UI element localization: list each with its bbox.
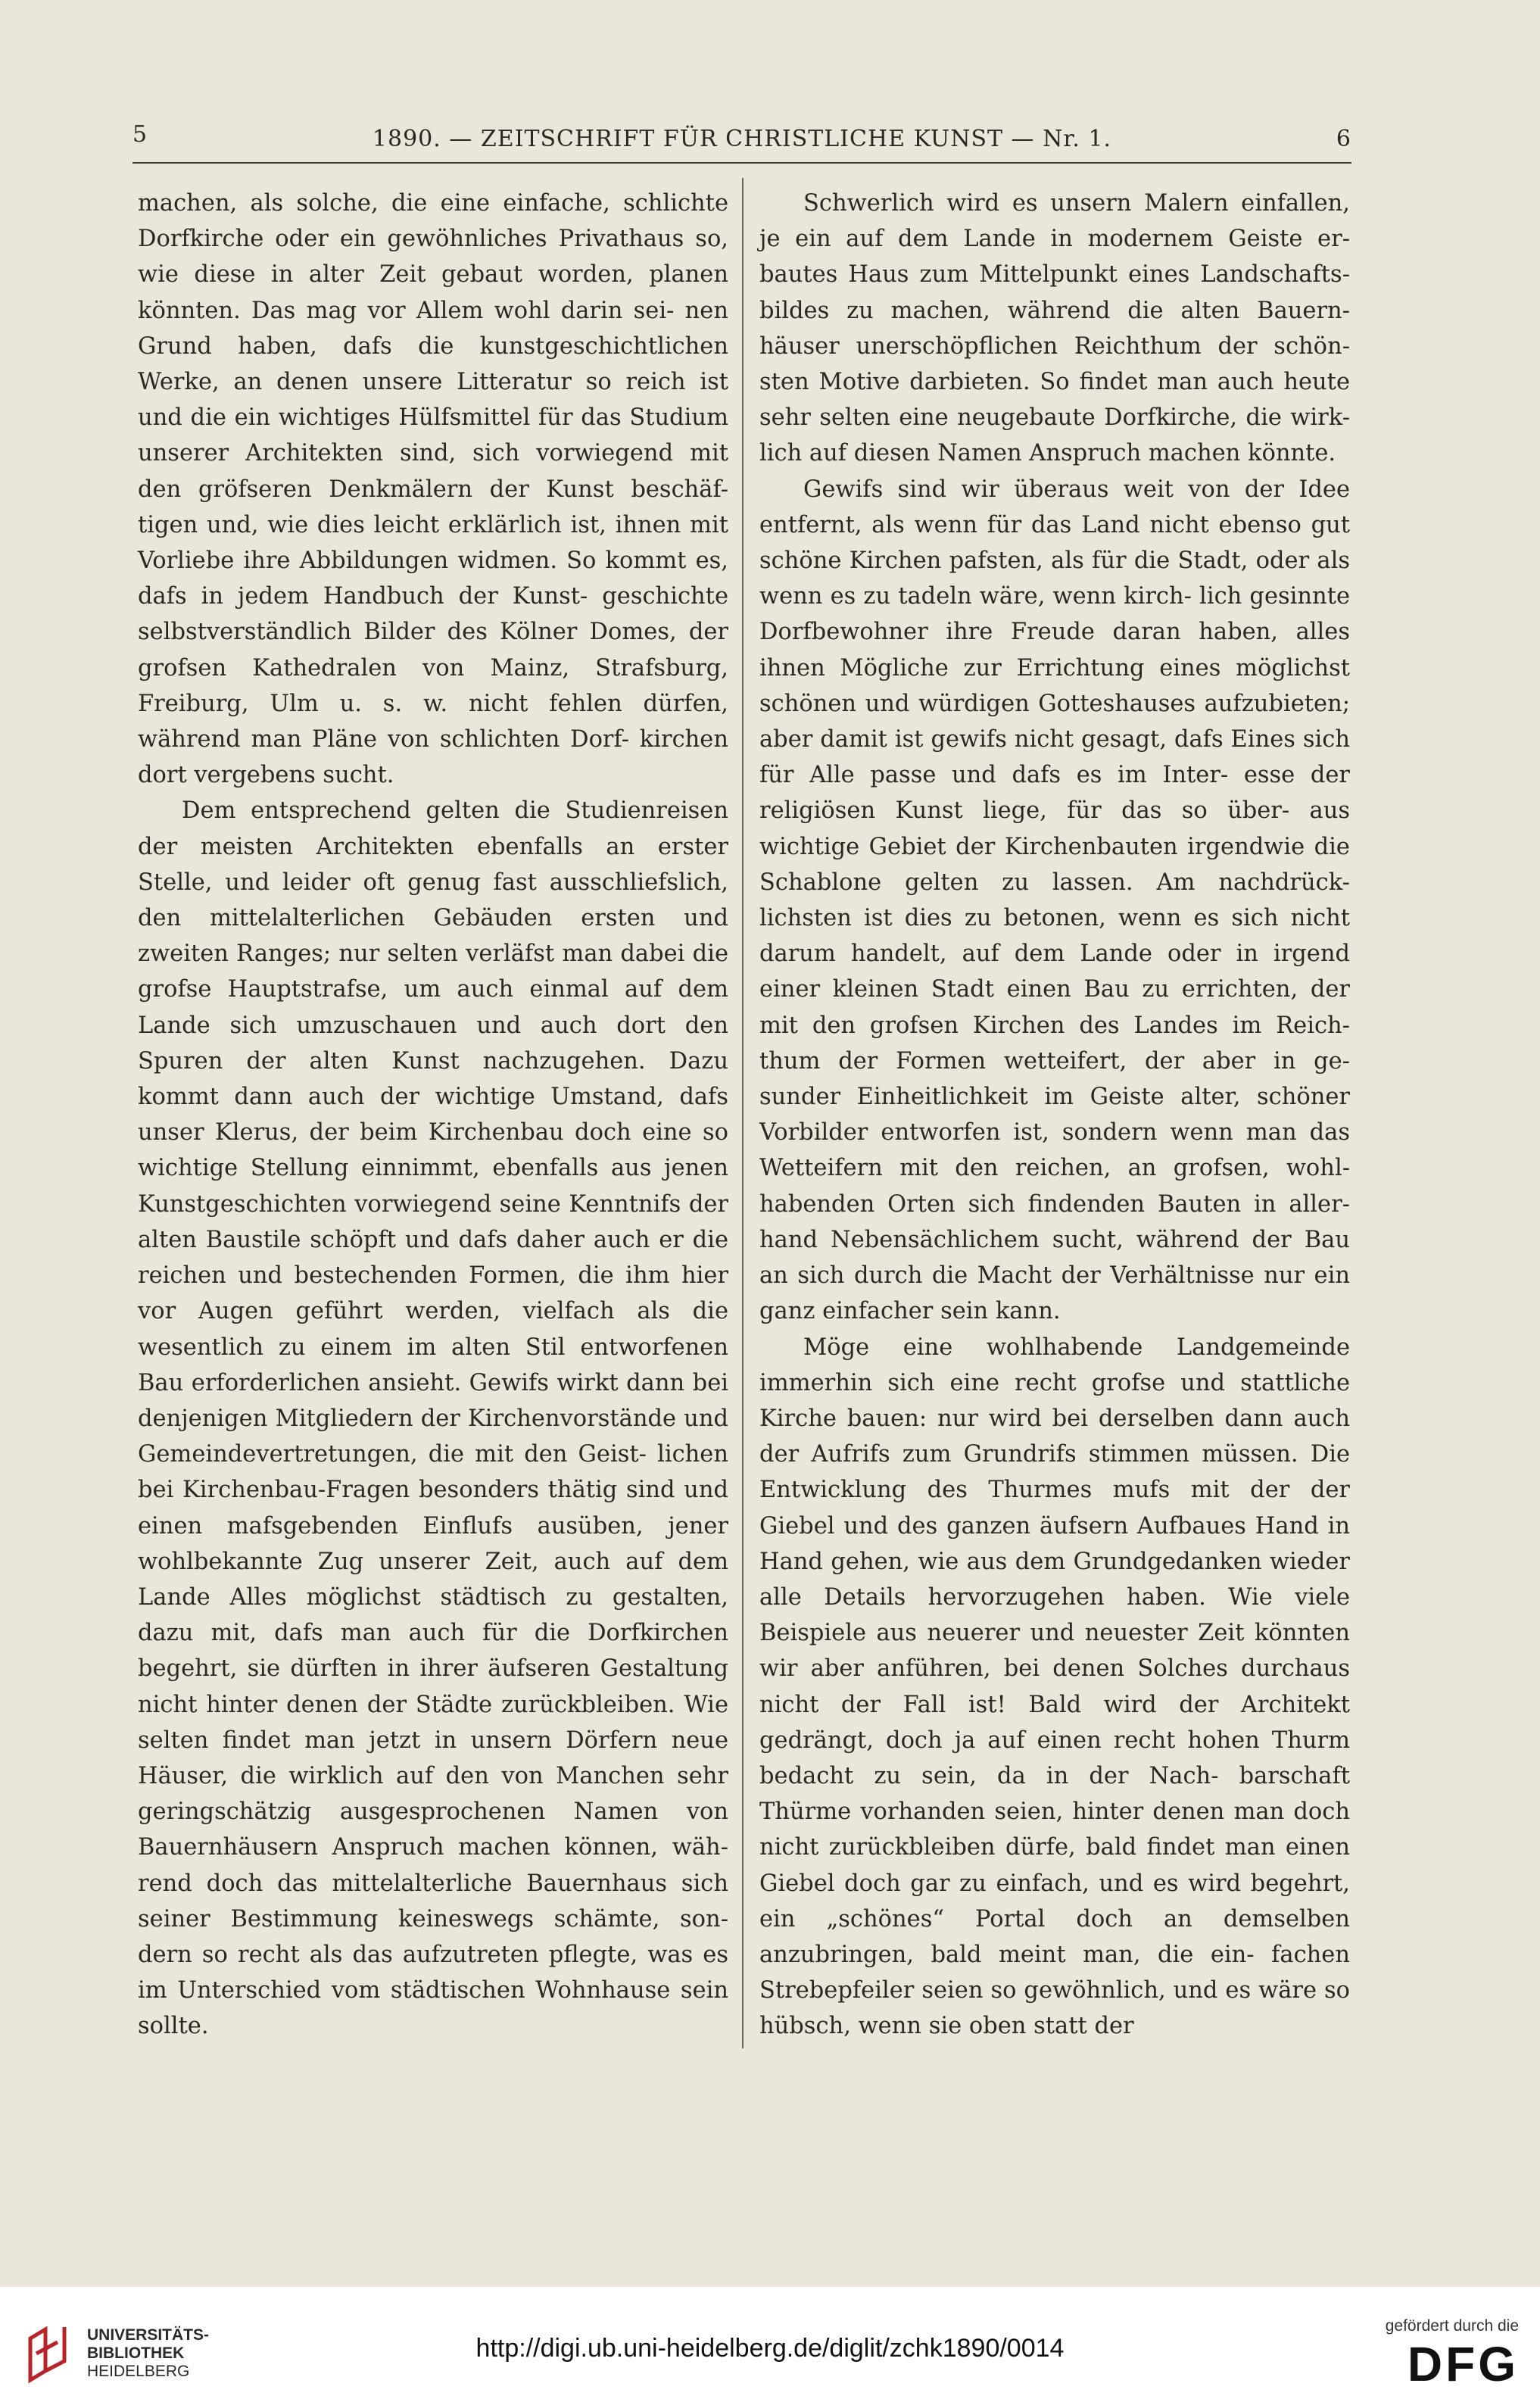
page-number-left: 5 bbox=[132, 121, 148, 148]
paragraph: Dem entsprechend gelten die Studienreisen der meisten Architekten ebenfalls an erster Stelle, und leider oft genug fast ausschliefslich, den mittelalterlichen Gebäuden ersten und zweiten Ranges; nur selten verläfst man dabei die grofse Hauptstrafse, um auch einmal auf dem Lande sich umzuschauen und auch dort den Spuren der alten Kunst nachzugehen. Dazu kommt dann auch der wichtige Umstand, dafs unser Klerus, der beim Kirchenbau doch eine so wichtige Stellung einnimmt, ebenfalls aus jenen Kunstgeschichten vorwiegend seine Kenntnifs der alten Baustile schöpft und dafs daher auch er die reichen und bestechenden Formen, die ihm hier vor Augen geführt werden, vielfach als die wesentlich zu einem im alten Stil entworfenen Bau erforderlichen ansieht. Gewifs wirkt dann bei denjenigen Mitgliedern der Kirchenvorstände und Gemeindevertretungen, die mit den Geist- lichen bei Kirchenbau-Fragen besonders thätig sind und einen mafsgebenden Einflufs ausüben, jener wohlbekannte Zug unserer Zeit, auch auf dem Lande Alles möglichst städtisch zu gestalten, dazu mit, dafs man auch für die Dorfkirchen begehrt, sie dürften in ihrer äufseren Gestaltung nicht hinter denen der Städte zurückbleiben. Wie selten findet man jetzt in unsern Dörfern neue Häuser, die wirklich auf den von Manchen sehr geringschätzig ausgesprochenen Namen von Bauernhäusern Anspruch machen können, wäh- rend doch das mittelalterliche Bauernhaus sich seiner Bestimmung keineswegs schämte, son- dern so recht als das aufzutreten pflegte, was es im Unterschied vom städtischen Wohnhause sein sollte. bbox=[138, 797, 728, 2040]
left-column bbox=[138, 186, 728, 2045]
paragraph: machen, als solche, die eine einfache, schlichte Dorfkirche oder ein gewöhnliches Privathaus so, wie diese in alter Zeit gebaut worden, planen könnten. Das mag vor Allem wohl darin sei- nen Grund haben, dafs die kunstgeschichtlichen Werke, an denen unsere Litteratur so reich ist und die ein wichtiges Hülfsmittel für das Studium unserer Architekten sind, sich vorwiegend mit den gröfseren Denkmälern der Kunst beschäf- tigen und, wie dies leicht erklärlich ist, ihnen mit Vorliebe ihre Abbildungen widmen. So kommt es, dafs in jedem Handbuch der Kunst- geschichte selbstverständlich Bilder des Kölner Domes, der grofsen Kathedralen von Mainz, Strafsburg, Freiburg, Ulm u. s. w. nicht fehlen dürfen, während man Pläne von schlichten Dorf- kirchen dort vergebens sucht. bbox=[138, 190, 728, 789]
sponsor-text: gefördert durch die bbox=[1385, 2317, 1519, 2335]
running-header bbox=[132, 121, 1351, 159]
header-rule bbox=[132, 162, 1351, 164]
sponsor-block bbox=[1385, 2317, 1519, 2391]
column-divider bbox=[742, 178, 744, 2048]
paragraph: Gewifs sind wir überaus weit von der Idee entfernt, als wenn für das Land nicht ebenso gut schöne Kirchen pafsten, als für die Stadt, oder als wenn es zu tadeln wäre, wenn kirch- lich gesinnte Dorfbewohner ihre Freude daran haben, alles ihnen Mögliche zur Errichtung eines möglichst schönen und würdigen Gotteshauses aufzubieten; aber damit ist gewifs nicht gesagt, dafs Eines sich für Alle passe und dafs es im Inter- esse der religiösen Kunst liege, für das so über- aus wichtige Gebiet der Kirchenbauten irgendwie die Schablone gelten zu lassen. Am nachdrück- lichsten ist dies zu betonen, wenn es sich nicht darum handelt, auf dem Lande oder in irgend einer kleinen Stadt einen Bau zu errichten, der mit den grofsen Kirchen des Landes im Reich- thum der Formen wetteifert, der aber in ge- sunder Einheitlichkeit im Geiste alter, schöner Vorbilder entworfen ist, sondern wenn man das Wetteifern mit den reichen, an grofsen, wohl- habenden Orten sich findenden Bauten in aller- hand Nebensächlichem sucht, während der Bau an sich durch die Macht der Verhältnisse nur ein ganz einfacher sein kann. bbox=[759, 476, 1350, 1325]
library-name: UNIVERSITÄTS- BIBLIOTHEK HEIDELBERG bbox=[87, 2326, 210, 2380]
paragraph: Schwerlich wird es unsern Malern einfallen, je ein auf dem Lande in modernem Geiste er- bautes Haus zum Mittelpunkt eines Landschafts- bildes zu machen, während die alten Bauern- häuser unerschöpflichen Reichthum der schön- sten Motive darbieten. So findet man auch heute sehr selten eine neugebaute Dorfkirche, die wirk- lich auf diesen Namen Anspruch machen könnte. bbox=[759, 190, 1350, 467]
right-column bbox=[759, 186, 1350, 2045]
dfg-logo: DFG bbox=[1407, 2337, 1519, 2391]
paragraph: Möge eine wohlhabende Landgemeinde immerhin sich eine recht grofse und stattliche Kirche bauen: nur wird bei derselben dann auch der Aufrifs zum Grundrifs stimmen müssen. Die Entwicklung des Thurmes mufs mit der der Giebel und des ganzen äufsern Aufbaues Hand in Hand gehen, wie aus dem Grundgedanken wieder alle Details hervorzugehen haben. Wie viele Beispiele aus neuerer und neuester Zeit könnten wir aber anführen, bei denen Solches durchaus nicht der Fall ist! Bald wird der Architekt gedrängt, doch ja auf einen recht hohen Thurm bedacht zu sein, da in der Nach- barschaft Thürme vorhanden seien, hinter denen man doch nicht zurückbleiben dürfe, bald findet man einen Giebel doch gar zu einfach, und es wird begehrt, ein „schönes“ Portal doch an demselben anzubringen, bald meint man, die ein- fachen Strebepfeiler seien so gewöhnlich, und es wäre so hübsch, wenn sie oben statt der bbox=[759, 1334, 1350, 2040]
source-url-link[interactable]: http://digi.ub.uni-heidelberg.de/diglit/zchk1890/0014 bbox=[475, 2334, 1065, 2363]
running-title: 1890. — ZEITSCHRIFT FÜR CHRISTLICHE KUNST — Nr. 1. bbox=[372, 126, 1112, 152]
page-number-right: 6 bbox=[1336, 126, 1351, 152]
digitization-footer bbox=[0, 2287, 1540, 2402]
